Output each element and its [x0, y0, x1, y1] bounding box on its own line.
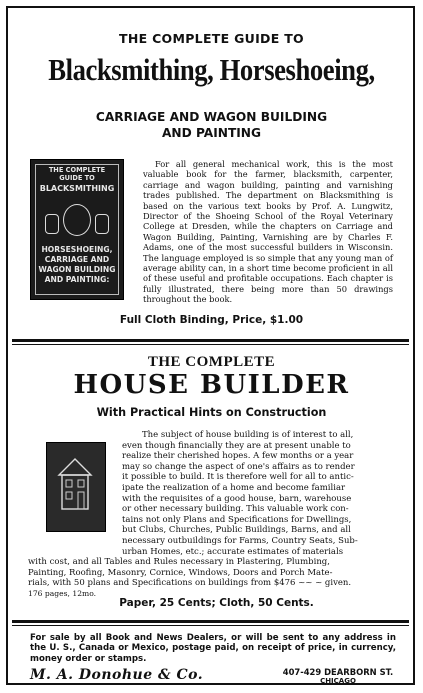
- publisher-address-line1: 407-429 DEARBORN ST.: [282, 667, 394, 677]
- ad2-description: The subject of house building is of interest to all, even though financially they are at present unable to realize their cherished hopes. A few months or a year may so change the aspect of one's affairs as to render it possible to build. It is therefore well for all to antic- ipate the realization of a home and become familiar with the requisites of a good house, barn, warehouse or other necessary building. This valuable work con- tains not only Plans and Specifications for Dwellings, but Clubs, Churches, Public Buildings, Barns, and all necessary outbuildings for Farms, Country Seats, Sub- urban Homes, etc.; accurate estimates of materials with cost, and all Tables and Rules necessary in Plastering, Plumbing, Painting, Roofing, Masonry, Cornice, Windows, Doors and Porch Mate- rials, with 50 plans and Specifications on buildings from $476 ~~ ~ given. 176 pages, 12mo.: [28, 430, 358, 598]
- footer-divider: [12, 620, 409, 623]
- publisher-address-line2: CHICAGO: [320, 677, 356, 685]
- ad1-kicker: THE COMPLETE GUIDE TO: [119, 31, 304, 46]
- ad2-subtitle: With Practical Hints on Construction: [96, 406, 327, 419]
- horseshoe-ornament: [63, 204, 91, 236]
- ad2-price: Paper, 25 Cents; Cloth, 50 Cents.: [119, 597, 314, 609]
- ad1-description: For all general mechanical work, this is the most valuable book for the farmer, blacksmith, carpenter, carriage and wagon building, painting and varnishing trades published. The department on Blacksmithing is based on the various text books by Prof. A. Lungwitz, Director of the Shoeing School of the Royal Veterinary College at Dresden, while the chapters on Carriage and Wagon Building, Painting, Varnishing are by Charles F. Adams, one of the most successful builders in Wisconsin. The language employed is so simple that any young man of average ability can, in a short time become proficient in all of these useful and profitable occupations. Each chapter is fully illustrated, there being more than 50 drawings throughout the book.: [143, 159, 393, 305]
- ad1-subtitle-line1: CARRIAGE AND WAGON BUILDING: [95, 110, 328, 124]
- ad1-subtitle-line2: AND PAINTING: [161, 126, 262, 140]
- footer-sale-text: For sale by all Book and News Dealers, or will be sent to any address in the U. S., Canada or Mexico, postage paid, on receipt of price, in currency, money order or stamps.: [30, 633, 396, 664]
- section-divider: [12, 339, 409, 342]
- ad2-title: HOUSE BUILDER: [73, 370, 350, 400]
- ad1-book-cover: THE COMPLETE GUIDE TO BLACKSMITHING HORSESHOEING, CARRIAGE AND WAGON BUILDING AND PAINTING:: [30, 159, 124, 300]
- ad1-title: Blacksmithing, Horseshoeing,: [48, 52, 375, 87]
- publisher-name: M. A. Donohue & Co.: [30, 667, 204, 683]
- ad2-kicker: THE COMPLETE: [147, 354, 276, 370]
- ad1-price: Full Cloth Binding, Price, $1.00: [119, 314, 304, 326]
